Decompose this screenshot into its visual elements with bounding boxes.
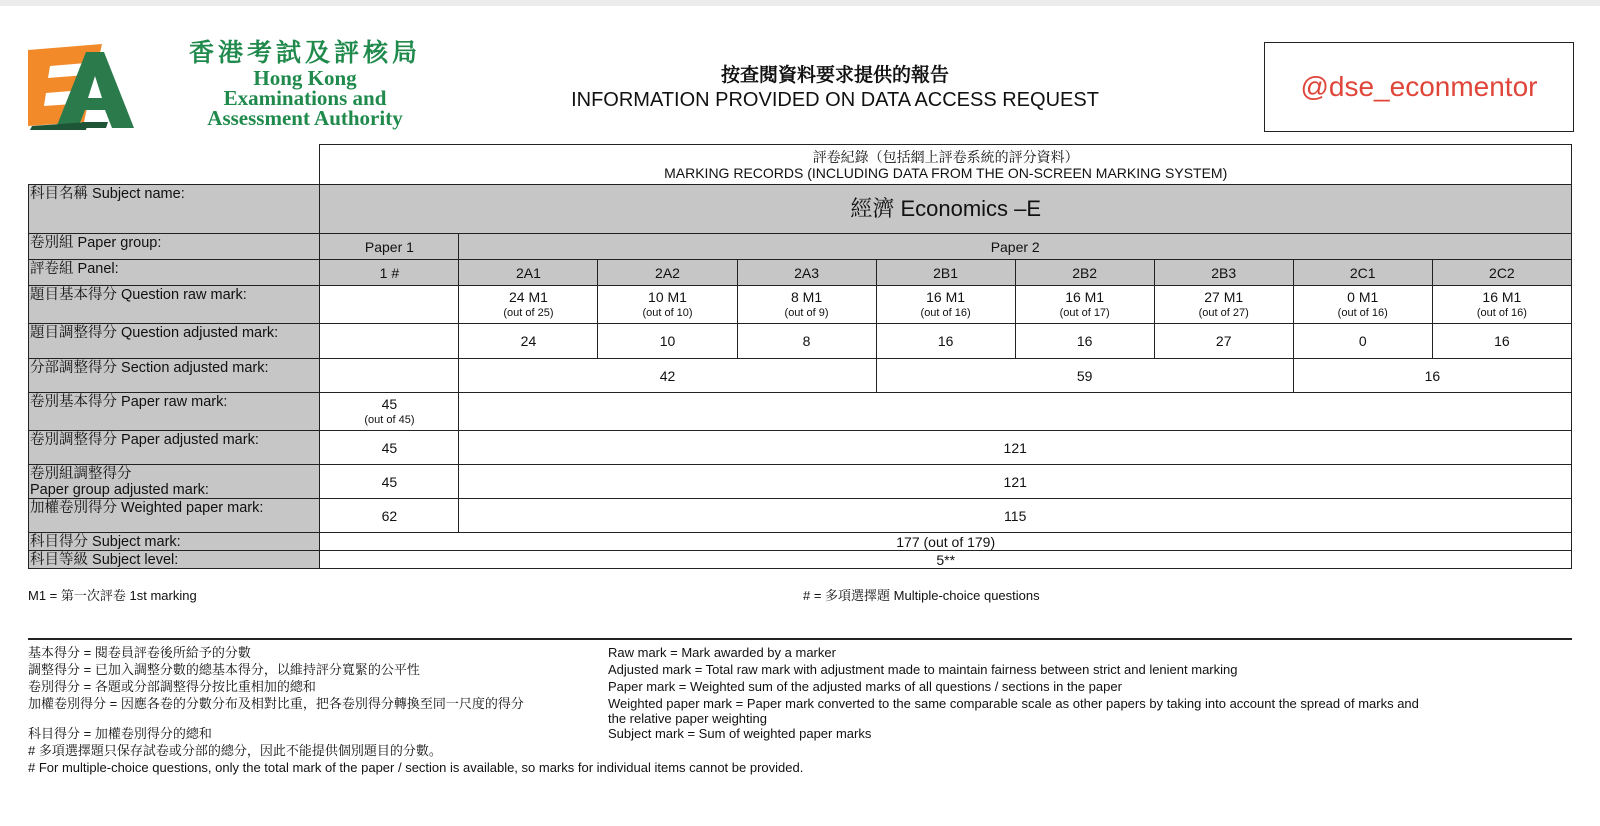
- table-corner: [29, 145, 320, 185]
- document-title: [545, 64, 1125, 112]
- section-a-adjusted: 42: [459, 359, 876, 393]
- paper-2-weighted: 115: [459, 499, 1572, 533]
- note-en: Subject mark = Sum of weighted paper marks: [608, 726, 872, 741]
- empty-cell: [320, 286, 459, 324]
- raw-mark: 27 M1: [1204, 288, 1244, 305]
- paper-group-adjusted-label-en: Paper group adjusted mark:: [30, 482, 209, 498]
- org-name-en-1: Hong Kong: [253, 66, 357, 90]
- raw-out-of: (out of 9): [784, 306, 829, 319]
- panel-cell: 2A1: [459, 260, 598, 286]
- panel-cell: 2A3: [737, 260, 876, 286]
- panel-cell: 2B2: [1015, 260, 1154, 286]
- raw-out-of: (out of 25): [503, 306, 554, 319]
- subject-name-row: [29, 185, 1572, 234]
- panel-row: [29, 260, 1572, 286]
- question-raw-cell: [1432, 286, 1571, 324]
- raw-mark: 0 M1: [1347, 288, 1379, 305]
- row-label-panel: 評卷組 Panel:: [29, 260, 320, 286]
- note-zh: 調整得分 = 已加入調整分數的總基本得分，以維持評分寬緊的公平性: [28, 662, 420, 677]
- paper-raw-mark-row: [29, 393, 1572, 431]
- divider: [28, 638, 1572, 640]
- raw-mark: 10 M1: [648, 288, 687, 305]
- raw-out-of: (out of 16): [920, 306, 971, 319]
- organization-name: [180, 40, 430, 128]
- raw-mark: 24 M1: [509, 288, 548, 305]
- document-title-en: INFORMATION PROVIDED ON DATA ACCESS REQUEST: [571, 89, 1099, 111]
- raw-mark: 16 M1: [1482, 288, 1522, 305]
- raw-mark: 16 M1: [1065, 288, 1105, 305]
- panel-cell: 2A2: [598, 260, 737, 286]
- table-caption-zh: 評卷紀錄（包括網上評卷系統的評分資料）: [812, 148, 1079, 165]
- subject-mark-row: [29, 533, 1572, 551]
- paper-1-group-adjusted: 45: [320, 465, 459, 499]
- paper-1-header: Paper 1: [320, 234, 459, 260]
- question-raw-cell: [598, 286, 737, 324]
- panel-cell: 2C2: [1432, 260, 1571, 286]
- paper-group-adjusted-label-zh: 卷別組調整得分: [30, 466, 132, 482]
- note-en: the relative paper weighting: [608, 711, 767, 726]
- org-name-en-2: Examinations and: [223, 86, 387, 110]
- raw-out-of: (out of 10): [642, 306, 693, 319]
- question-adjusted-cell: 0: [1293, 324, 1432, 359]
- paper-adjusted-mark-row: [29, 431, 1572, 465]
- row-label-paper-adjusted: 卷別調整得分 Paper adjusted mark:: [29, 431, 320, 465]
- watermark-box: [1264, 42, 1574, 132]
- note-zh: 基本得分 = 閱卷員評卷後所給予的分數: [28, 645, 251, 660]
- section-b-adjusted: 59: [876, 359, 1293, 393]
- legend-m1: M1 = 第一次評卷 1st marking: [28, 588, 197, 603]
- row-label-question-adjusted: 題目調整得分 Question adjusted mark:: [29, 324, 320, 359]
- hkeaa-emblem-icon: [28, 42, 140, 130]
- empty-cell: [320, 324, 459, 359]
- subject-mark: 177 (out of 179): [320, 533, 1572, 551]
- question-raw-cell: [737, 286, 876, 324]
- question-raw-cell: [1015, 286, 1154, 324]
- raw-mark: 8 M1: [790, 288, 823, 305]
- raw-out-of: (out of 16): [1337, 306, 1388, 319]
- raw-out-of: (out of 17): [1059, 306, 1110, 319]
- paper-group-row: [29, 234, 1572, 260]
- paper-1-raw-mark: 45: [381, 395, 398, 412]
- org-name-en-3: Assessment Authority: [207, 106, 403, 130]
- question-adjusted-cell: 8: [737, 324, 876, 359]
- table-caption-row: [29, 145, 1572, 185]
- paper-2-adjusted: 121: [459, 431, 1572, 465]
- paper-1-raw-cell: [320, 393, 459, 431]
- row-label-paper-group-adjusted: [29, 465, 320, 499]
- question-adjusted-cell: 10: [598, 324, 737, 359]
- row-label-question-raw: 題目基本得分 Question raw mark:: [29, 286, 320, 324]
- row-label-subject-mark: 科目得分 Subject mark:: [29, 533, 320, 551]
- subject-name: 經濟 Economics –E: [320, 185, 1572, 234]
- question-adjusted-cell: 16: [1015, 324, 1154, 359]
- note-multiple-choice-en: # For multiple-choice questions, only the total mark of the paper / section is available, so marks for individual items cannot be provided.: [28, 760, 804, 775]
- paper-2-raw-cell: [459, 393, 1572, 431]
- row-label-paper-raw: 卷別基本得分 Paper raw mark:: [29, 393, 320, 431]
- question-raw-cell: [1154, 286, 1293, 324]
- paper-1-adjusted: 45: [320, 431, 459, 465]
- note-en: Weighted paper mark = Paper mark converted to the same comparable scale as other papers by taking into account the spread of marks and: [608, 696, 1419, 711]
- watermark-text: @dse_econmentor: [1300, 71, 1538, 102]
- table-caption: [320, 145, 1572, 185]
- paper-2-group-adjusted: 121: [459, 465, 1572, 499]
- top-band: [0, 0, 1600, 6]
- paper-2-header: Paper 2: [459, 234, 1572, 260]
- row-label-paper-group: 卷別組 Paper group:: [29, 234, 320, 260]
- panel-cell: 2C1: [1293, 260, 1432, 286]
- question-adjusted-cell: 16: [1432, 324, 1571, 359]
- row-label-subject-level: 科目等級 Subject level:: [29, 551, 320, 569]
- raw-out-of: (out of 16): [1476, 306, 1527, 319]
- note-zh: 卷別得分 = 各題或分部調整得分按比重相加的總和: [28, 679, 316, 694]
- subject-level: 5**: [320, 551, 1572, 569]
- question-raw-cell: [876, 286, 1015, 324]
- note-en: Raw mark = Mark awarded by a marker: [608, 645, 836, 660]
- section-adjusted-mark-row: [29, 359, 1572, 393]
- raw-out-of: (out of 27): [1198, 306, 1249, 319]
- question-adjusted-cell: 24: [459, 324, 598, 359]
- note-zh: # 多項選擇題只保存試卷或分部的總分，因此不能提供個別題目的分數。: [28, 743, 442, 758]
- paper-1-weighted: 62: [320, 499, 459, 533]
- weighted-paper-mark-row: [29, 499, 1572, 533]
- panel-cell: 1 #: [320, 260, 459, 286]
- document-title-zh: 按查閱資料要求提供的報告: [720, 65, 949, 86]
- row-label-section-adjusted: 分部調整得分 Section adjusted mark:: [29, 359, 320, 393]
- note-en: Paper mark = Weighted sum of the adjusted marks of all questions / sections in the paper: [608, 679, 1122, 694]
- table-caption-en: MARKING RECORDS (INCLUDING DATA FROM THE ON-SCREEN MARKING SYSTEM): [664, 164, 1228, 181]
- marking-records-table: [28, 144, 1572, 569]
- paper-1-raw-out-of: (out of 45): [364, 413, 415, 426]
- note-zh: 加權卷別得分 = 因應各卷的分數分布及相對比重，把各卷別得分轉換至同一尺度的得分: [28, 696, 524, 711]
- subject-level-row: [29, 551, 1572, 569]
- question-raw-cell: [1293, 286, 1432, 324]
- note-zh: 科目得分 = 加權卷別得分的總和: [28, 726, 212, 741]
- question-adjusted-mark-row: [29, 324, 1572, 359]
- legend-multiple-choice: # = 多項選擇題 Multiple-choice questions: [803, 588, 1040, 603]
- panel-cell: 2B3: [1154, 260, 1293, 286]
- question-adjusted-cell: 16: [876, 324, 1015, 359]
- panel-cell: 2B1: [876, 260, 1015, 286]
- empty-cell: [320, 359, 459, 393]
- question-adjusted-cell: 27: [1154, 324, 1293, 359]
- question-raw-mark-row: [29, 286, 1572, 324]
- hkeaa-logo: [28, 40, 421, 136]
- raw-mark: 16 M1: [926, 288, 966, 305]
- note-en: Adjusted mark = Total raw mark with adjustment made to maintain fairness between strict and lenient marking: [608, 662, 1238, 677]
- row-label-subject: 科目名稱 Subject name:: [29, 185, 320, 234]
- row-label-weighted: 加權卷別得分 Weighted paper mark:: [29, 499, 320, 533]
- section-c-adjusted: 16: [1293, 359, 1571, 393]
- question-raw-cell: [459, 286, 598, 324]
- org-name-zh: 香港考試及評核局: [188, 40, 421, 67]
- paper-group-adjusted-row: [29, 465, 1572, 499]
